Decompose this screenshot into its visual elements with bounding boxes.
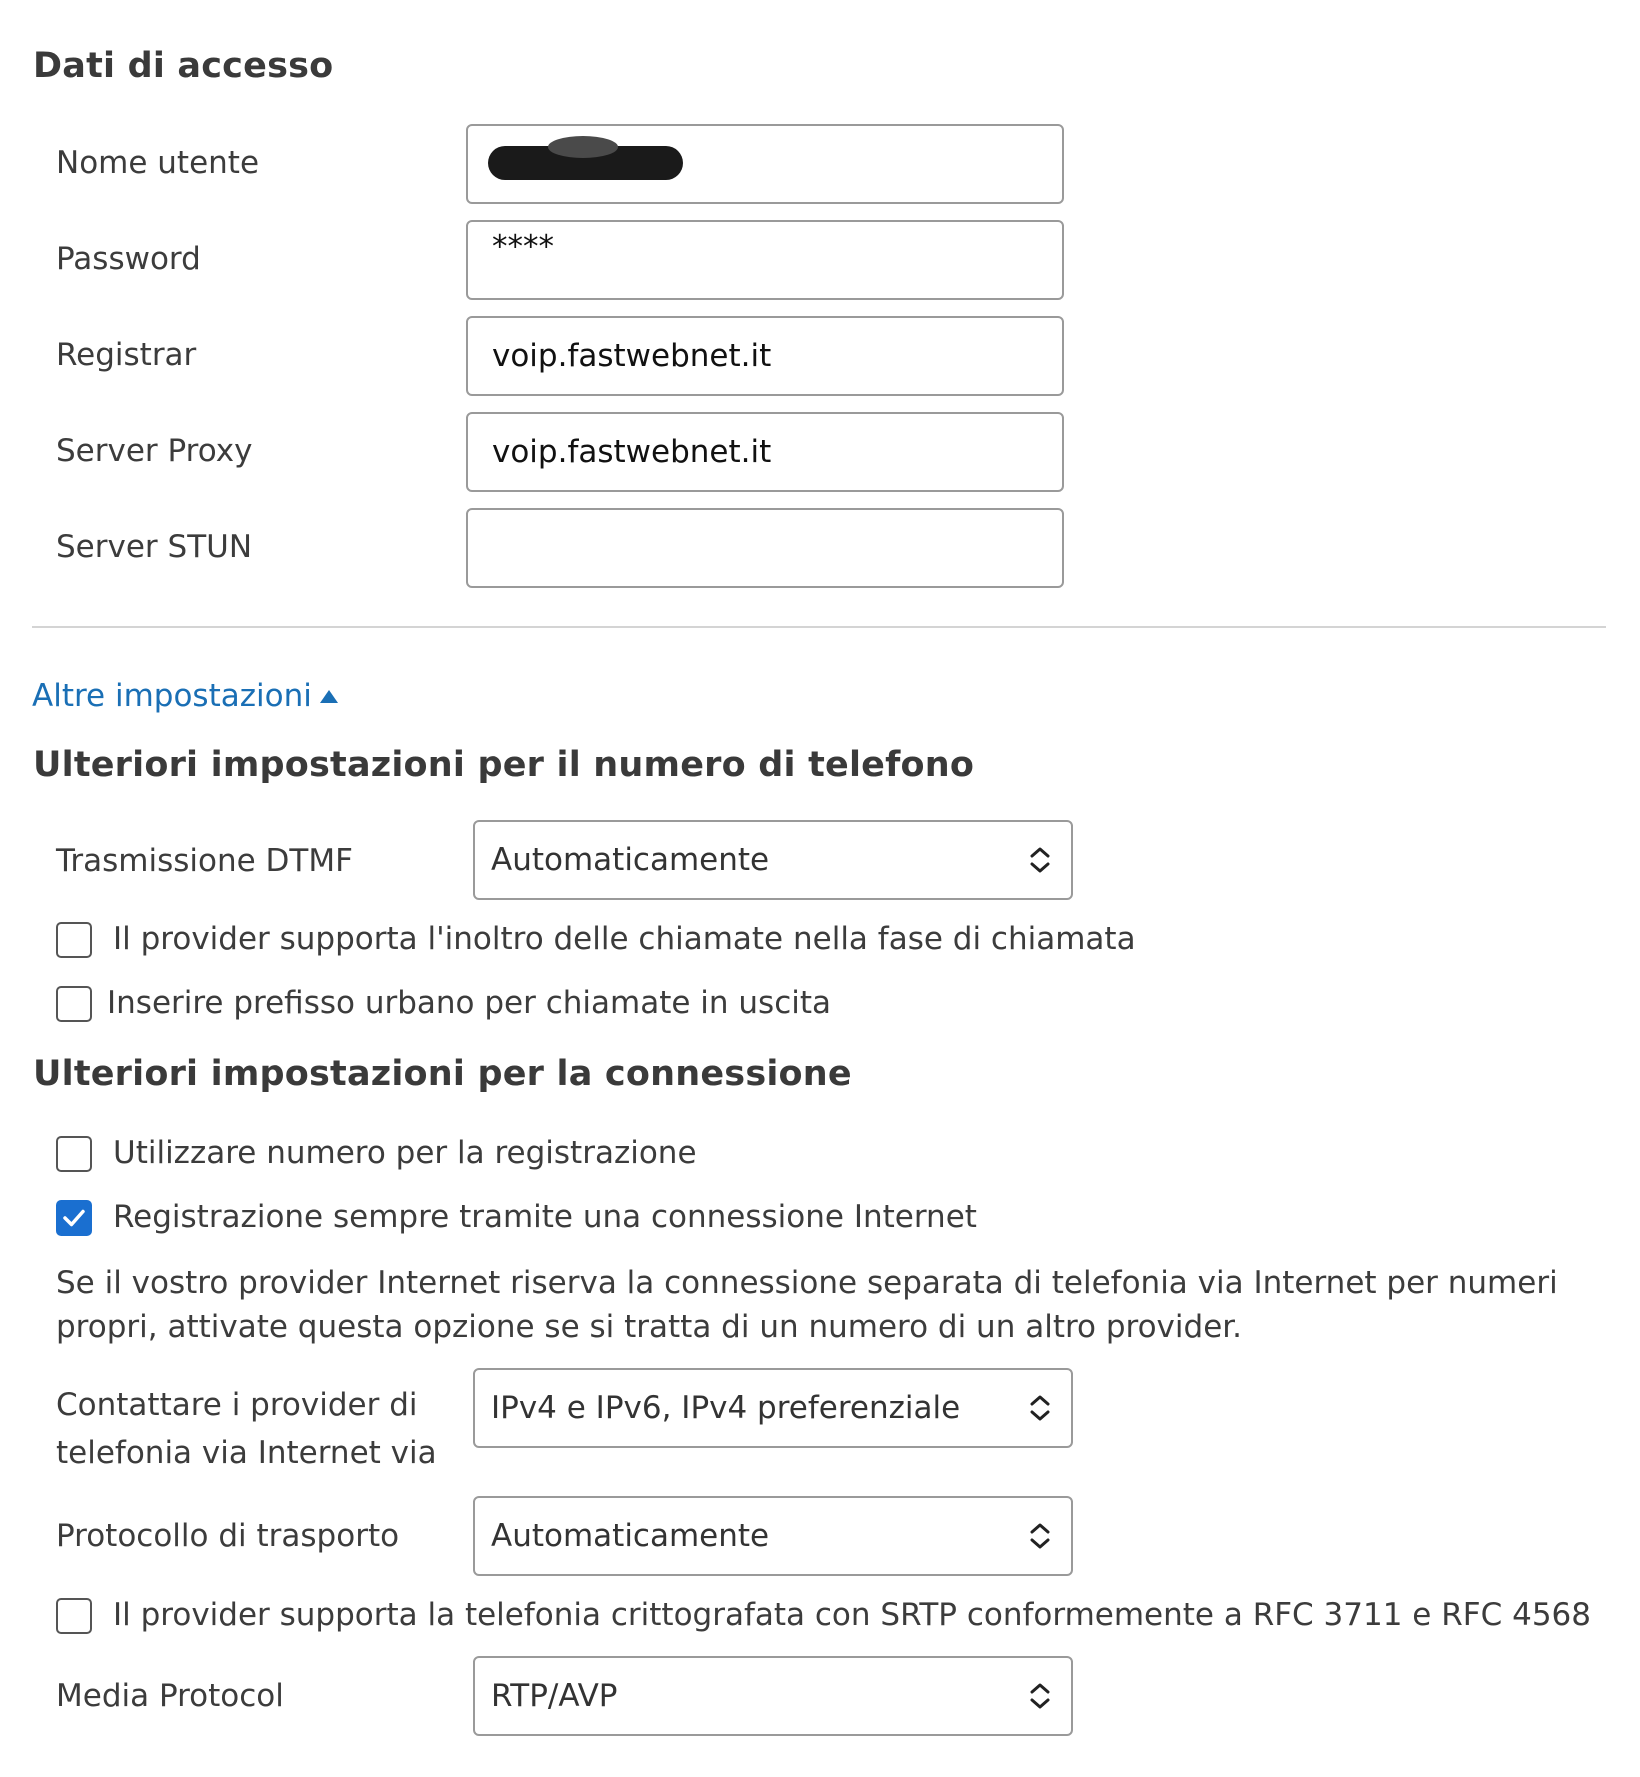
- prefix-checkbox[interactable]: [56, 986, 92, 1022]
- proxy-label: Server Proxy: [56, 433, 253, 469]
- username-label: Nome utente: [56, 145, 260, 181]
- chevron-up-down-icon: [1027, 1393, 1053, 1423]
- dtmf-label: Trasmissione DTMF: [56, 843, 353, 879]
- contact-provider-label: Contattare i provider di telefonia via Internet via: [56, 1387, 437, 1471]
- password-label: Password: [56, 241, 201, 277]
- section-divider: [32, 626, 1606, 628]
- redacted-username: [488, 146, 683, 180]
- srtp-checkbox[interactable]: [56, 1598, 92, 1634]
- srtp-checkbox-label: Il provider supporta la telefonia crittografata con SRTP conformemente a RFC 3711 e RFC 4568: [113, 1597, 1591, 1633]
- connection-settings-heading: Ulteriori impostazioni per la connessione: [33, 1054, 852, 1094]
- always-internet-checkbox[interactable]: [56, 1200, 92, 1236]
- username-field-wrap: [466, 124, 1064, 204]
- use-number-checkbox[interactable]: [56, 1136, 92, 1172]
- chevron-up-down-icon: [1027, 1681, 1053, 1711]
- dtmf-select[interactable]: [473, 820, 1073, 900]
- connection-description: Se il vostro provider Internet riserva la connessione separata di telefonia via Internet per numeri propri, attivate questa opzione se si tratta di un numero di un altro provider.: [56, 1265, 1558, 1345]
- media-protocol-select-value: RTP/AVP: [491, 1678, 618, 1714]
- registrar-field[interactable]: [466, 316, 1064, 396]
- triangle-up-icon: [320, 690, 338, 703]
- stun-label: Server STUN: [56, 529, 253, 565]
- more-settings-link[interactable]: [32, 672, 338, 720]
- stun-field[interactable]: [466, 508, 1064, 588]
- transport-select[interactable]: [473, 1496, 1073, 1576]
- forwarding-checkbox[interactable]: [56, 922, 92, 958]
- media-protocol-label: Media Protocol: [56, 1678, 284, 1714]
- always-internet-checkbox-label: Registrazione sempre tramite una connessione Internet: [113, 1199, 977, 1235]
- forwarding-checkbox-label: Il provider supporta l'inoltro delle chiamate nella fase di chiamata: [113, 921, 1136, 957]
- chevron-up-down-icon: [1027, 845, 1053, 875]
- checkmark-icon: [60, 1204, 88, 1232]
- transport-label: Protocollo di trasporto: [56, 1518, 400, 1554]
- phone-settings-heading: Ulteriori impostazioni per il numero di telefono: [33, 745, 975, 785]
- password-field[interactable]: [466, 220, 1064, 300]
- chevron-up-down-icon: [1027, 1521, 1053, 1551]
- transport-select-value: Automaticamente: [491, 1518, 770, 1554]
- more-settings-label: Altre impostazioni: [32, 678, 312, 714]
- contact-provider-select[interactable]: [473, 1368, 1073, 1448]
- prefix-checkbox-label: Inserire prefisso urbano per chiamate in uscita: [107, 985, 832, 1021]
- proxy-field[interactable]: [466, 412, 1064, 492]
- dtmf-select-value: Automaticamente: [491, 842, 770, 878]
- access-heading: Dati di accesso: [33, 46, 334, 86]
- use-number-checkbox-label: Utilizzare numero per la registrazione: [113, 1135, 697, 1171]
- contact-provider-select-value: IPv4 e IPv6, IPv4 preferenziale: [491, 1390, 961, 1426]
- media-protocol-select[interactable]: [473, 1656, 1073, 1736]
- registrar-label: Registrar: [56, 337, 197, 373]
